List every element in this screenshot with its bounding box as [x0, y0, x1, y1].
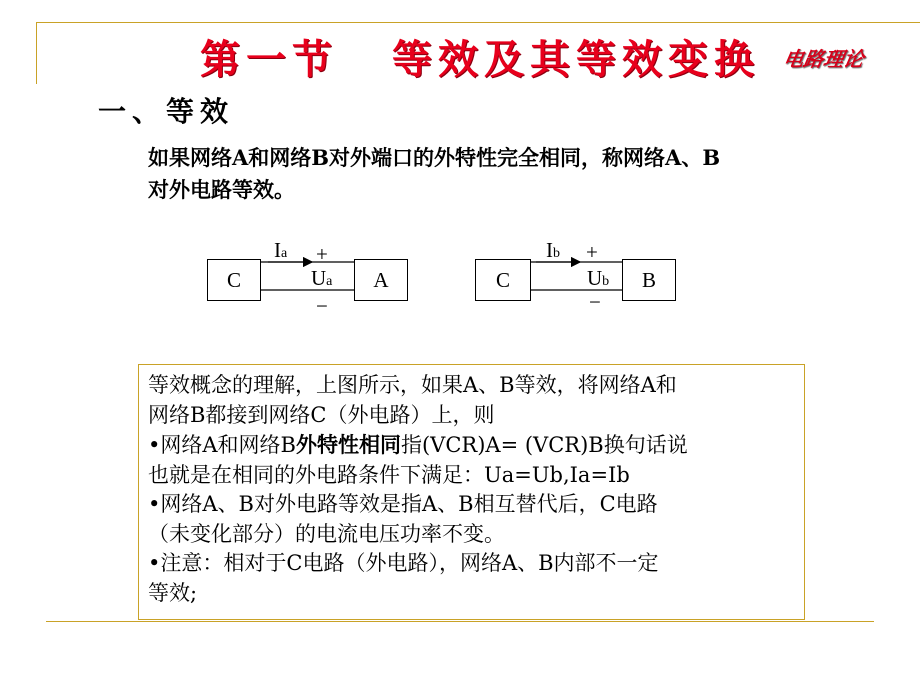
note-line-6: （未变化部分）的电流电压功率不变。 — [148, 521, 505, 546]
section-heading: 一、等效 — [98, 95, 235, 128]
left-voltage-label — [311, 268, 332, 289]
right-network-c-box — [475, 259, 531, 301]
bottom-border-line — [46, 621, 874, 622]
note-line-8: 等效; — [148, 580, 198, 605]
explanation-note-box — [138, 364, 805, 620]
title-topic: 等效及其等效变换 — [392, 36, 760, 83]
left-voltage-subscript: a — [326, 274, 333, 289]
right-network-c-label: C — [495, 267, 510, 292]
right-current-symbol: I — [546, 238, 553, 262]
left-network-c-box — [207, 259, 261, 301]
title-section-number: 第一节 — [200, 36, 338, 83]
note-line-4: 也就是在相同的外电路条件下满足：Ua=Ub,Ia=Ib — [148, 462, 630, 487]
course-stamp-logo: 电路理论 — [781, 46, 866, 71]
note-line-5: •网络A、B对外电路等效是指A、B相互替代后，C电路 — [148, 492, 658, 516]
left-minus-sign: − — [316, 294, 328, 318]
network-b-label: B — [641, 267, 656, 292]
note-line-2: 网络B都接到网络C（外电路）上，则 — [148, 402, 495, 427]
left-network-c-label: C — [226, 267, 241, 292]
right-plus-sign: + — [586, 240, 598, 264]
note-line-3-start: •网络A和网络B — [148, 433, 296, 457]
note-line-3-emphasis: 外特性相同 — [295, 432, 401, 457]
note-line-3-end: 指(VCR)A= (VCR)B换句话说 — [400, 433, 688, 457]
network-a-label: A — [373, 267, 389, 292]
note-line-1: 等效概念的理解，上图所示，如果A、B等效，将网络A和 — [148, 373, 677, 397]
intro-line-1: 如果网络A和网络B对外端口的外特性完全相同，称网络A、B — [148, 145, 721, 170]
network-b-box — [622, 259, 676, 301]
right-minus-sign: − — [589, 290, 601, 314]
note-line-3 — [148, 430, 804, 461]
right-current-label — [546, 240, 560, 261]
right-current-subscript: b — [553, 246, 560, 261]
left-current-label — [274, 240, 287, 261]
left-plus-sign: + — [316, 242, 328, 266]
intro-line-2: 对外电路等效。 — [148, 177, 295, 202]
left-voltage-symbol: U — [311, 266, 327, 290]
right-voltage-subscript: b — [602, 274, 610, 289]
right-voltage-symbol: U — [587, 266, 603, 290]
left-current-symbol: I — [274, 238, 281, 262]
left-current-subscript: a — [281, 246, 288, 261]
right-voltage-label — [587, 268, 609, 289]
network-a-box — [354, 259, 408, 301]
note-line-7: •注意：相对于C电路（外电路），网络A、B内部不一定 — [148, 551, 659, 575]
